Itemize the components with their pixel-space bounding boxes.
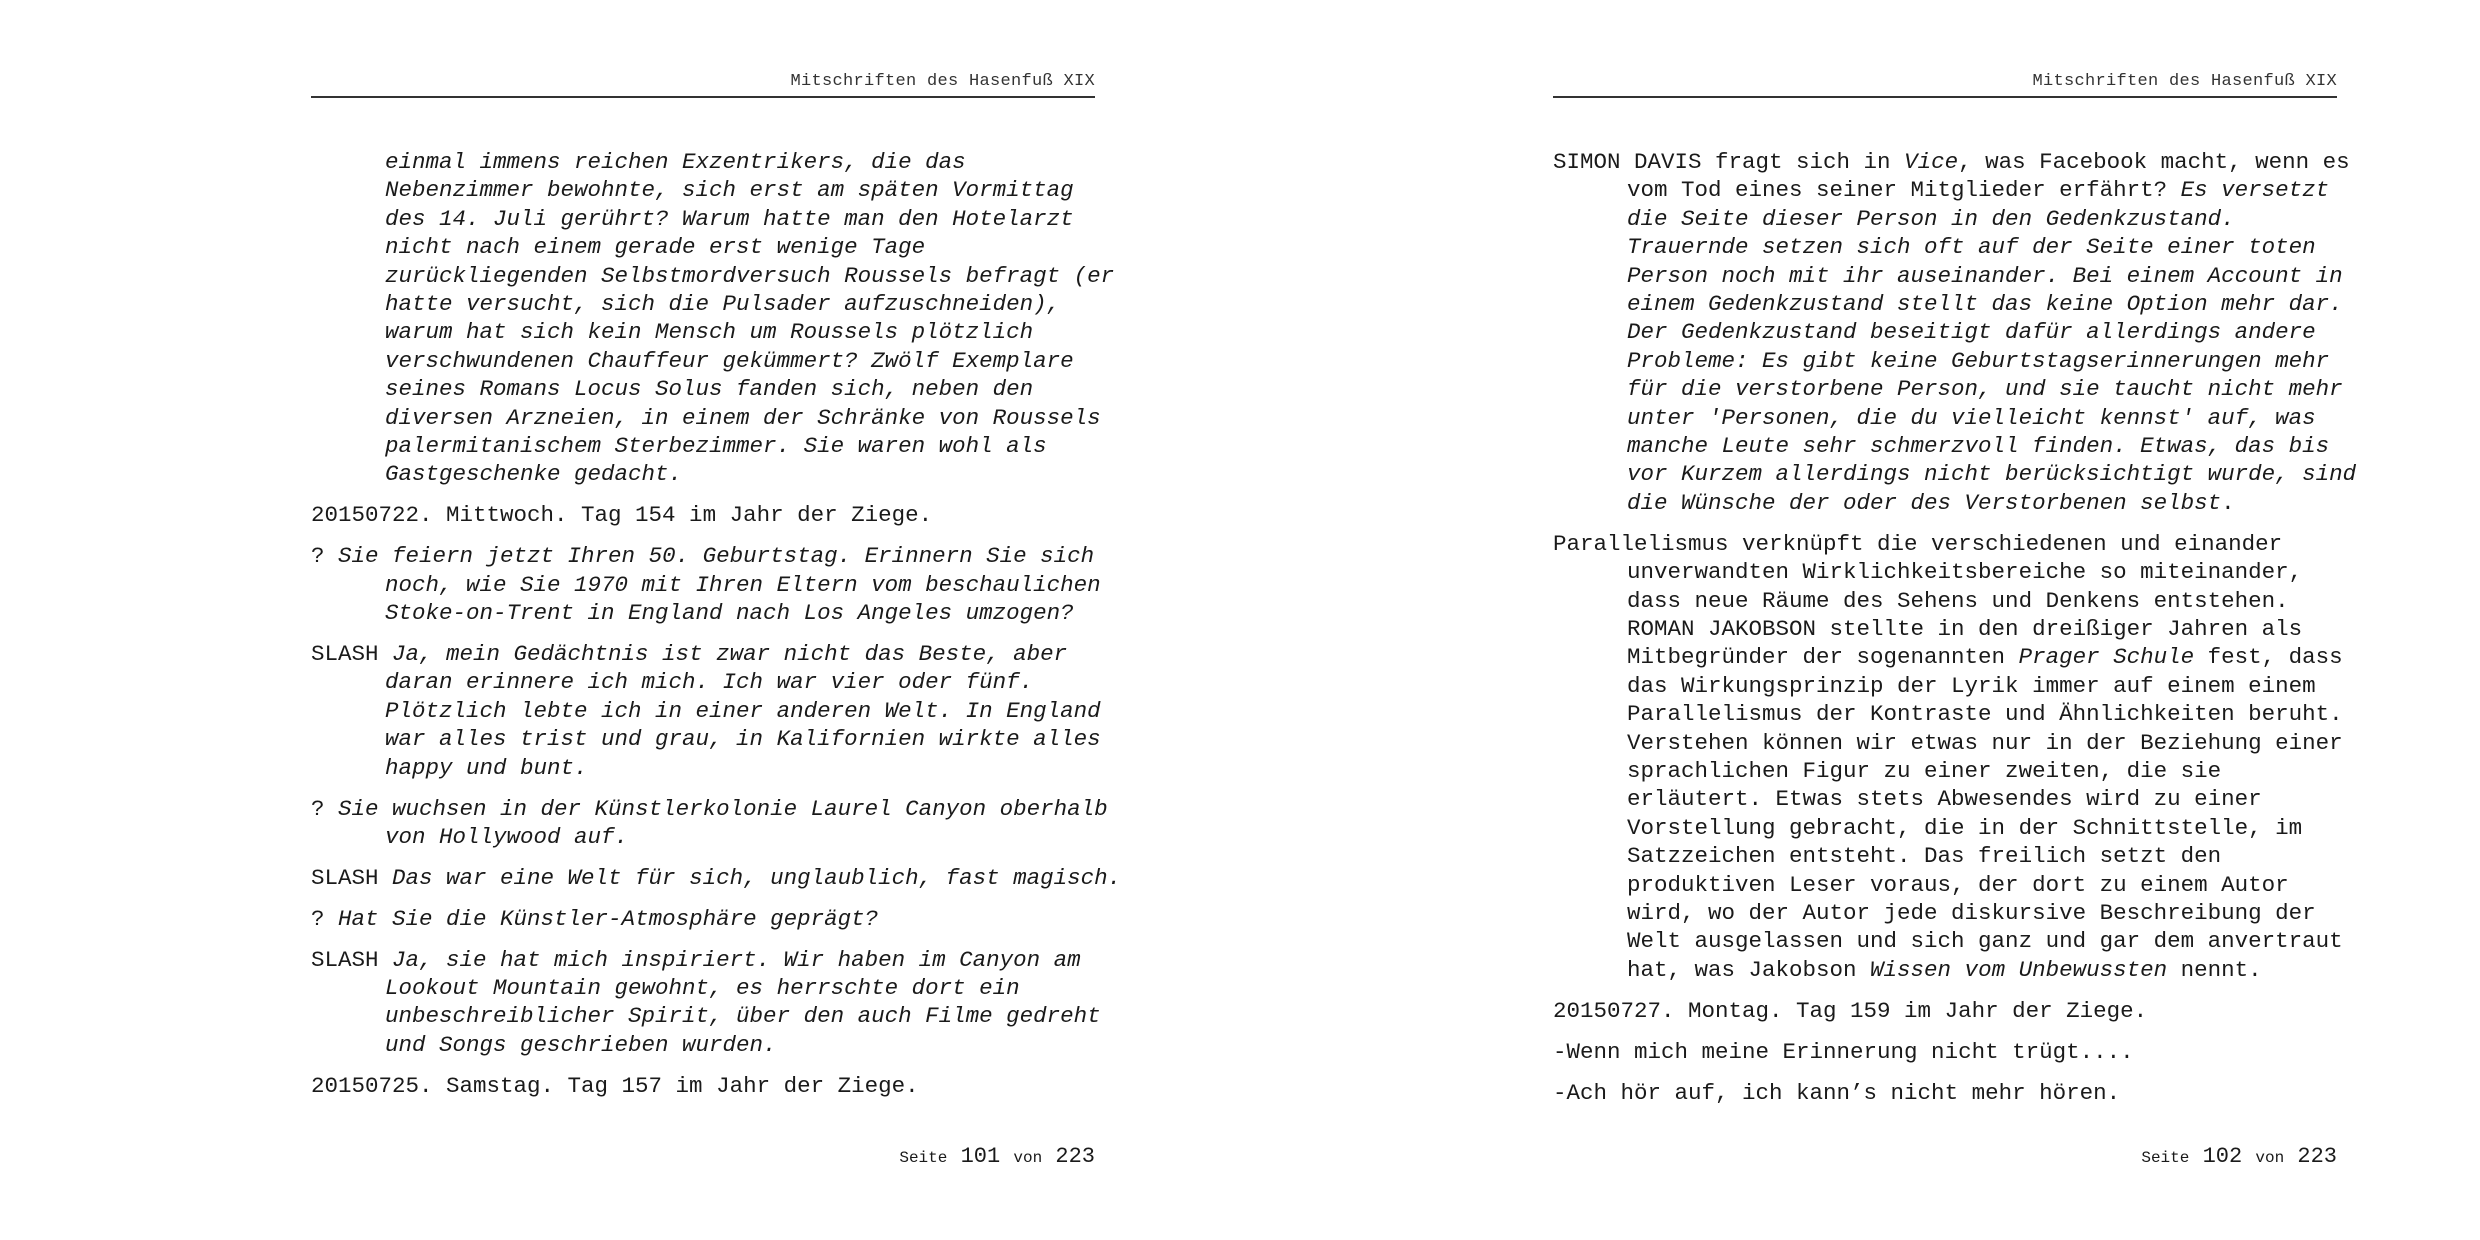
text-line — [311, 233, 1095, 261]
text-line — [311, 205, 1095, 233]
text-line — [1553, 432, 2337, 460]
text-line — [1553, 233, 2337, 261]
page-total: 223 — [1055, 1144, 1095, 1169]
text-segment: Sie feiern jetzt Ihren 50. Geburtstag. Erinnern Sie sich — [338, 543, 1095, 570]
text-segment: das Wirkungsprinzip der Lyrik immer auf einem einem — [1627, 672, 2316, 699]
text-segment: Es versetzt — [2180, 177, 2330, 204]
text-segment: dass neue Räume des Sehens und Denkens entstehen. — [1627, 587, 2289, 614]
text-line — [1553, 375, 2343, 403]
text-line — [311, 668, 1095, 696]
running-head: Mitschriften des Hasenfuß XIX — [790, 72, 1095, 91]
text-segment: Ja, sie hat mich inspiriert. Wir haben im Canyon am — [392, 946, 1081, 973]
text-segment: Person noch mit ihr auseinander. Bei einem Account in — [1627, 262, 2343, 289]
text-segment: wird, wo der Autor jede diskursive Beschreibung der — [1627, 900, 2316, 927]
text-segment: verschwundenen Chauffeur gekümmert? Zwölf Exemplare — [385, 347, 1074, 374]
text-segment: diversen Arzneien, in einem der Schränke von Roussels — [385, 404, 1101, 431]
text-line — [1553, 842, 2337, 870]
text-line — [1553, 700, 2343, 728]
text-segment: -Wenn mich meine Erinnerung nicht trügt.... — [1553, 1038, 2134, 1065]
text-line — [1553, 404, 2337, 432]
text-line — [311, 725, 1101, 753]
text-line — [1553, 176, 2337, 204]
text-line — [311, 946, 1095, 974]
text-segment: Parallelismus der Kontraste und Ähnlichkeiten beruht. — [1627, 701, 2343, 728]
text-segment: Mitbegründer der sogenannten — [1627, 644, 2019, 671]
text-segment: einem Gedenkzustand stellt das keine Option mehr dar. — [1627, 291, 2343, 318]
text-line — [311, 404, 1101, 432]
text-line — [1553, 530, 2337, 558]
text-line — [1553, 1079, 2337, 1107]
page-number: 101 — [960, 1144, 1001, 1169]
text-line — [1553, 558, 2337, 586]
text-line — [1553, 1038, 2337, 1066]
text-segment: Stoke-on-Trent in England nach Los Angeles umzogen? — [385, 600, 1074, 627]
text-segment: nennt. — [2167, 956, 2262, 983]
text-segment: hat, was Jakobson — [1627, 956, 1871, 983]
text-segment: von Hollywood auf. — [385, 823, 629, 850]
text-line — [1553, 643, 2343, 671]
text-segment: die Wünsche der oder des Verstorbenen selbst — [1627, 489, 2222, 516]
text-segment: noch, wie Sie 1970 mit Ihren Eltern vom beschaulichen — [385, 571, 1101, 598]
text-segment: SLASH — [311, 864, 393, 891]
text-line — [311, 375, 1095, 403]
text-line — [311, 864, 1122, 892]
text-segment: nicht nach einem gerade erst wenige Tage — [385, 234, 926, 261]
text-segment: 20150727. Montag. Tag 159 im Jahr der Ziege. — [1553, 997, 2148, 1024]
running-head: Mitschriften des Hasenfuß XIX — [2032, 72, 2337, 91]
text-segment: Satzzeichen entsteht. Das freilich setzt den — [1627, 843, 2222, 870]
text-segment: Nebenzimmer bewohnte, sich erst am späten Vormittag — [385, 177, 1074, 204]
text-line — [311, 697, 1101, 725]
paragraph — [311, 1072, 1095, 1100]
text-line — [311, 640, 1095, 668]
footer-seite-label: Seite — [899, 1149, 948, 1167]
text-segment: Welt ausgelassen und sich ganz und gar dem anvertraut — [1627, 928, 2343, 955]
text-segment: Der Gedenkzustand beseitigt dafür allerdings andere — [1627, 319, 2316, 346]
page-number: 102 — [2202, 1144, 2243, 1169]
text-segment: . — [2221, 489, 2235, 516]
text-line — [1553, 347, 2337, 375]
text-line — [311, 460, 1095, 488]
text-line — [311, 501, 1095, 529]
header-rule — [1553, 96, 2337, 98]
text-segment: erläutert. Etwas stets Abwesendes wird zu einer — [1627, 786, 2262, 813]
text-line — [311, 974, 1095, 1002]
text-segment: SIMON DAVIS fragt sich in — [1553, 149, 1905, 175]
text-segment: happy und bunt. — [385, 754, 588, 781]
text-line — [1553, 460, 2357, 488]
text-line — [1553, 956, 2337, 984]
footer-seite-label: Seite — [2141, 1149, 2190, 1167]
text-line — [311, 571, 1101, 599]
text-segment: sprachlichen Figur zu einer zweiten, die sie — [1627, 758, 2222, 785]
text-segment: Trauernde setzen sich oft auf der Seite einer toten — [1627, 234, 2316, 261]
text-segment: SLASH — [311, 641, 393, 667]
text-segment: Gastgeschenke gedacht. — [385, 461, 683, 488]
text-segment: Verstehen können wir etwas nur in der Beziehung einer — [1627, 729, 2343, 756]
paragraph — [311, 542, 1101, 627]
text-line — [1553, 489, 2337, 517]
text-segment: ? — [311, 543, 339, 570]
text-segment: Lookout Mountain gewohnt, es herrschte dort ein — [385, 975, 1020, 1002]
footer-von-label: von — [1013, 1149, 1043, 1167]
text-line — [1553, 997, 2337, 1025]
text-line — [1553, 899, 2337, 927]
text-segment: daran erinnere ich mich. Ich war vier oder fünf. — [385, 669, 1034, 696]
paragraph — [1553, 997, 2337, 1025]
text-segment: und Songs geschrieben wurden. — [385, 1031, 777, 1058]
text-segment: Probleme: Es gibt keine Geburtstagserinnerungen mehr — [1627, 347, 2330, 374]
text-segment: zurückliegenden Selbstmordversuch Roussels befragt (er — [385, 262, 1115, 289]
text-line — [1553, 757, 2337, 785]
text-line — [311, 318, 1095, 346]
text-segment: , was Facebook macht, wenn es — [1958, 149, 2350, 175]
paragraph — [311, 864, 1122, 892]
footer-von-label: von — [2255, 1149, 2285, 1167]
text-segment: Sie wuchsen in der Künstlerkolonie Laurel Canyon oberhalb — [338, 795, 1108, 822]
text-line — [1553, 927, 2343, 955]
text-segment: Ja, mein Gedächtnis ist zwar nicht das Beste, aber — [392, 641, 1068, 667]
text-segment: 20150722. Mittwoch. Tag 154 im Jahr der Ziege. — [311, 502, 933, 529]
text-line — [1553, 615, 2337, 643]
page-footer — [899, 1144, 1095, 1169]
text-segment: palermitanischem Sterbezimmer. Sie waren wohl als — [385, 433, 1047, 460]
text-line — [311, 823, 1095, 851]
text-segment: Vorstellung gebracht, die in der Schnittstelle, im — [1627, 814, 2303, 841]
text-segment: vom Tod eines seiner Mitglieder erfährt? — [1627, 177, 2181, 204]
text-segment: Das war eine Welt für sich, unglaublich, fast magisch. — [392, 864, 1122, 891]
text-segment: 20150725. Samstag. Tag 157 im Jahr der Ziege. — [311, 1072, 919, 1099]
text-segment: unverwandten Wirklichkeitsbereiche so miteinander, — [1627, 559, 2303, 586]
right-page — [1553, 0, 2357, 1240]
text-segment: unter 'Personen, die du vielleicht kennst' auf, was — [1627, 404, 2316, 431]
text-line — [311, 599, 1095, 627]
text-segment: für die verstorbene Person, und sie taucht nicht mehr — [1627, 376, 2343, 403]
paragraph — [1553, 1038, 2337, 1066]
page-body — [311, 148, 1122, 1113]
text-line — [1553, 262, 2343, 290]
text-line — [311, 347, 1095, 375]
page-total: 223 — [2297, 1144, 2337, 1169]
text-line — [311, 542, 1095, 570]
text-segment: einmal immens reichen Exzentrikers, die das — [385, 149, 966, 175]
text-line — [1553, 814, 2337, 842]
header-rule — [311, 96, 1095, 98]
text-segment: Plötzlich lebte ich in einer anderen Welt. In England — [385, 697, 1101, 724]
text-line — [311, 148, 1095, 176]
text-segment: ? — [311, 795, 339, 822]
text-segment: Prager Schule — [2018, 644, 2195, 671]
text-line — [311, 262, 1115, 290]
text-segment: war alles trist und grau, in Kalifornien wirkte alles — [385, 726, 1101, 753]
paragraph — [311, 148, 1115, 489]
text-line — [311, 1002, 1101, 1030]
paragraph — [311, 905, 1095, 933]
text-line — [1553, 318, 2337, 346]
text-line — [311, 754, 1095, 782]
text-segment: Vice — [1904, 149, 1959, 175]
text-line — [1553, 729, 2343, 757]
text-segment: hatte versucht, sich die Pulsader aufzuschneiden), — [385, 291, 1061, 318]
text-segment: Wissen vom Unbewussten — [1870, 956, 2168, 983]
text-segment: Parallelismus verknüpft die verschiedenen und einander — [1553, 530, 2283, 557]
text-line — [311, 1072, 1095, 1100]
text-line — [1553, 205, 2337, 233]
text-segment: unbeschreiblicher Spirit, über den auch Filme gedreht — [385, 1003, 1101, 1030]
paragraph — [311, 640, 1101, 782]
text-segment: des 14. Juli gerührt? Warum hatte man den Hotelarzt — [385, 205, 1074, 232]
text-line — [1553, 871, 2337, 899]
paragraph — [1553, 148, 2357, 517]
text-segment: die Seite dieser Person in den Gedenkzustand. — [1627, 205, 2235, 232]
text-segment: seines Romans Locus Solus fanden sich, neben den — [385, 376, 1034, 403]
paragraph — [1553, 530, 2343, 985]
text-segment: produktiven Leser voraus, der dort zu einem Autor — [1627, 871, 2289, 898]
paragraph — [311, 795, 1108, 852]
text-segment: warum hat sich kein Mensch um Roussels plötzlich — [385, 319, 1034, 346]
page-footer — [2141, 1144, 2337, 1169]
text-segment: -Ach hör auf, ich kann’s nicht mehr hören. — [1553, 1079, 2121, 1106]
text-line — [311, 1031, 1095, 1059]
paragraph — [311, 501, 1095, 529]
page-body — [1553, 148, 2357, 1120]
text-line — [311, 176, 1095, 204]
text-segment: fest, dass — [2194, 644, 2343, 671]
paragraph — [311, 946, 1101, 1060]
text-line — [311, 290, 1095, 318]
left-page — [311, 0, 1122, 1240]
text-line — [1553, 587, 2337, 615]
text-line — [1553, 148, 2350, 176]
text-line — [311, 432, 1095, 460]
text-line — [311, 795, 1108, 823]
text-segment: ROMAN JAKOBSON stellte in den dreißiger Jahren als — [1627, 616, 2303, 642]
text-segment: vor Kurzem allerdings nicht berücksichtigt wurde, sind — [1627, 461, 2357, 488]
paragraph — [1553, 1079, 2337, 1107]
text-segment: SLASH — [311, 946, 393, 973]
text-segment: Hat Sie die Künstler-Atmosphäre geprägt? — [338, 905, 879, 932]
text-line — [1553, 672, 2337, 700]
text-line — [311, 905, 1095, 933]
text-segment: manche Leute sehr schmerzvoll finden. Etwas, das bis — [1627, 433, 2330, 460]
text-line — [1553, 290, 2343, 318]
text-line — [1553, 785, 2337, 813]
text-segment: ? — [311, 905, 339, 932]
